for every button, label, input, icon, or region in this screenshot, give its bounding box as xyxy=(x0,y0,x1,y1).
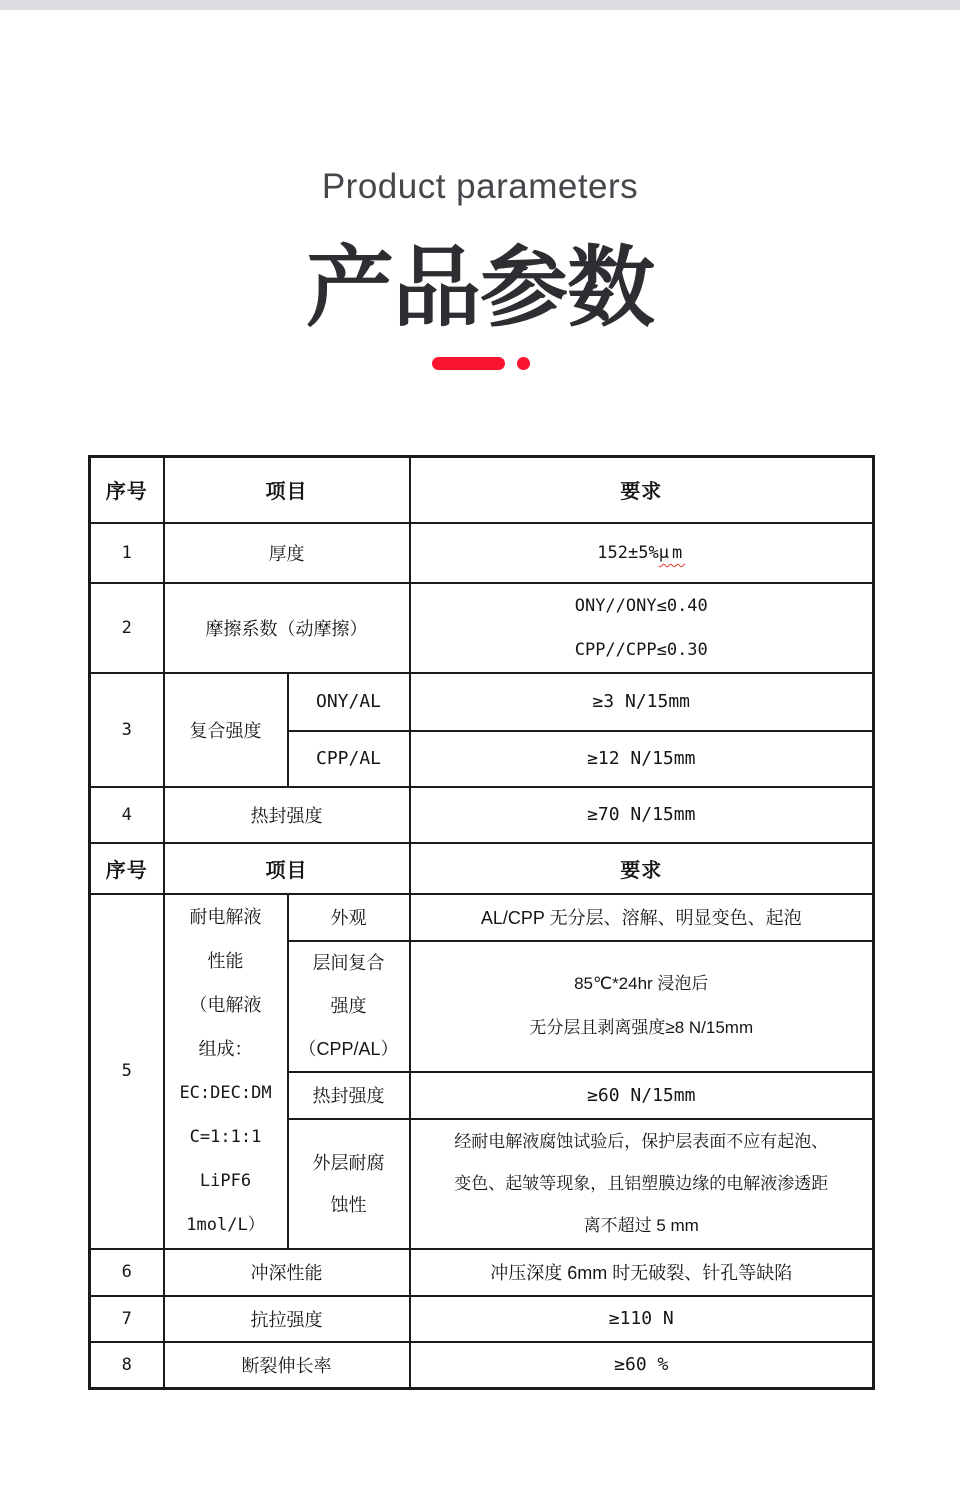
table-row-3a xyxy=(90,673,874,731)
row5-sub4-req xyxy=(410,1119,874,1249)
row5-sub4-item xyxy=(288,1119,410,1249)
row3-sub1-req: ≥3 N/15mm xyxy=(410,673,874,731)
header2-col-no: 序号 xyxy=(90,843,164,894)
row2-no: 2 xyxy=(90,583,164,673)
row7-no: 7 xyxy=(90,1296,164,1342)
row3-no: 3 xyxy=(90,673,164,787)
accent-dot-icon xyxy=(517,357,530,370)
table-row-8 xyxy=(90,1342,874,1389)
row3-sub1-item: ONY/AL xyxy=(288,673,410,731)
row5-item xyxy=(164,894,288,1249)
row5-sub1-item: 外观 xyxy=(288,894,410,941)
row3-item: 复合强度 xyxy=(164,673,288,787)
page-title: 产品参数 xyxy=(305,238,654,337)
row5-sub2-item-line: 层间复合 xyxy=(312,952,385,973)
table-row-2 xyxy=(90,583,874,673)
row7-item: 抗拉强度 xyxy=(164,1296,410,1342)
table-header-row-2 xyxy=(90,843,874,894)
row2-req-line1: ONY//ONY≤0.40 xyxy=(574,595,708,616)
row5-sub2-item xyxy=(288,941,410,1072)
row5-item-line: EC:DEC:DM xyxy=(179,1083,272,1103)
table-row-1 xyxy=(90,523,874,583)
row2-req xyxy=(410,583,874,673)
row8-req: ≥60 % xyxy=(410,1342,874,1389)
row1-item: 厚度 xyxy=(164,523,410,583)
row5-item-line: 组成： xyxy=(198,1039,253,1059)
row5-item-line: 性能 xyxy=(207,951,244,971)
row5-sub4-req-line: 离不超过 5 mm xyxy=(583,1215,699,1235)
row5-sub4-req-line: 变色、起皱等现象，且铝塑膜边缘的电解液渗透距 xyxy=(454,1173,829,1193)
header2-col-req: 要求 xyxy=(410,843,874,894)
row8-no: 8 xyxy=(90,1342,164,1389)
subtitle-en: Product parameters xyxy=(321,167,639,206)
row5-item-line: （电解液 xyxy=(189,995,262,1015)
row4-item: 热封强度 xyxy=(164,787,410,843)
row1-req-value: 152±5% xyxy=(597,543,659,563)
row5-sub2-req-line1: 85℃*24hr 浸泡后 xyxy=(574,974,709,993)
row5-sub3-req: ≥60 N/15mm xyxy=(410,1072,874,1119)
header1-col-no: 序号 xyxy=(90,457,164,523)
row5-sub2-req-line2: 无分层且剥离强度≥8 N/15mm xyxy=(529,1018,754,1037)
row6-no: 6 xyxy=(90,1249,164,1296)
row1-req-unit: μm xyxy=(658,543,686,563)
table-row-6 xyxy=(90,1249,874,1296)
row5-item-line: LiPF6 xyxy=(199,1171,252,1191)
row5-sub2-item-line: （CPP/AL） xyxy=(298,1038,399,1059)
accent-bar-icon xyxy=(432,357,505,370)
table-header-row-1 xyxy=(90,457,874,523)
row5-item-line: 1mol/L） xyxy=(186,1215,265,1235)
row5-item-line: C=1:1:1 xyxy=(189,1127,262,1147)
row5-sub2-item-line: 强度 xyxy=(330,995,367,1016)
row4-no: 4 xyxy=(90,787,164,843)
row5-sub1-req: AL/CPP 无分层、溶解、明显变色、起泡 xyxy=(410,894,874,941)
row5-sub4-item-line: 外层耐腐 xyxy=(312,1152,385,1173)
table-row-4 xyxy=(90,787,874,843)
table-row-7 xyxy=(90,1296,874,1342)
row3-sub2-req: ≥12 N/15mm xyxy=(410,731,874,787)
row4-req: ≥70 N/15mm xyxy=(410,787,874,843)
row2-req-line2: CPP//CPP≤0.30 xyxy=(574,639,708,660)
row3-sub2-item: CPP/AL xyxy=(288,731,410,787)
header1-col-req: 要求 xyxy=(410,457,874,523)
header1-col-item: 项目 xyxy=(164,457,410,523)
row5-sub3-item: 热封强度 xyxy=(288,1072,410,1119)
row6-item: 冲深性能 xyxy=(164,1249,410,1296)
row2-item: 摩擦系数（动摩擦） xyxy=(164,583,410,673)
row6-req: 冲压深度 6mm 时无破裂、针孔等缺陷 xyxy=(410,1249,874,1296)
row5-sub4-item-line: 蚀性 xyxy=(330,1194,367,1215)
row5-no: 5 xyxy=(90,894,164,1249)
row5-sub2-req xyxy=(410,941,874,1072)
header2-col-item: 项目 xyxy=(164,843,410,894)
page-top-bar xyxy=(0,0,960,10)
row1-req xyxy=(410,523,874,583)
spec-table xyxy=(88,455,875,1390)
table-row-5a xyxy=(90,894,874,941)
row1-no: 1 xyxy=(90,523,164,583)
row5-sub4-req-line: 经耐电解液腐蚀试验后，保护层表面不应有起泡、 xyxy=(454,1131,829,1151)
row7-req: ≥110 N xyxy=(410,1296,874,1342)
row5-item-line: 耐电解液 xyxy=(189,907,262,927)
row8-item: 断裂伸长率 xyxy=(164,1342,410,1389)
